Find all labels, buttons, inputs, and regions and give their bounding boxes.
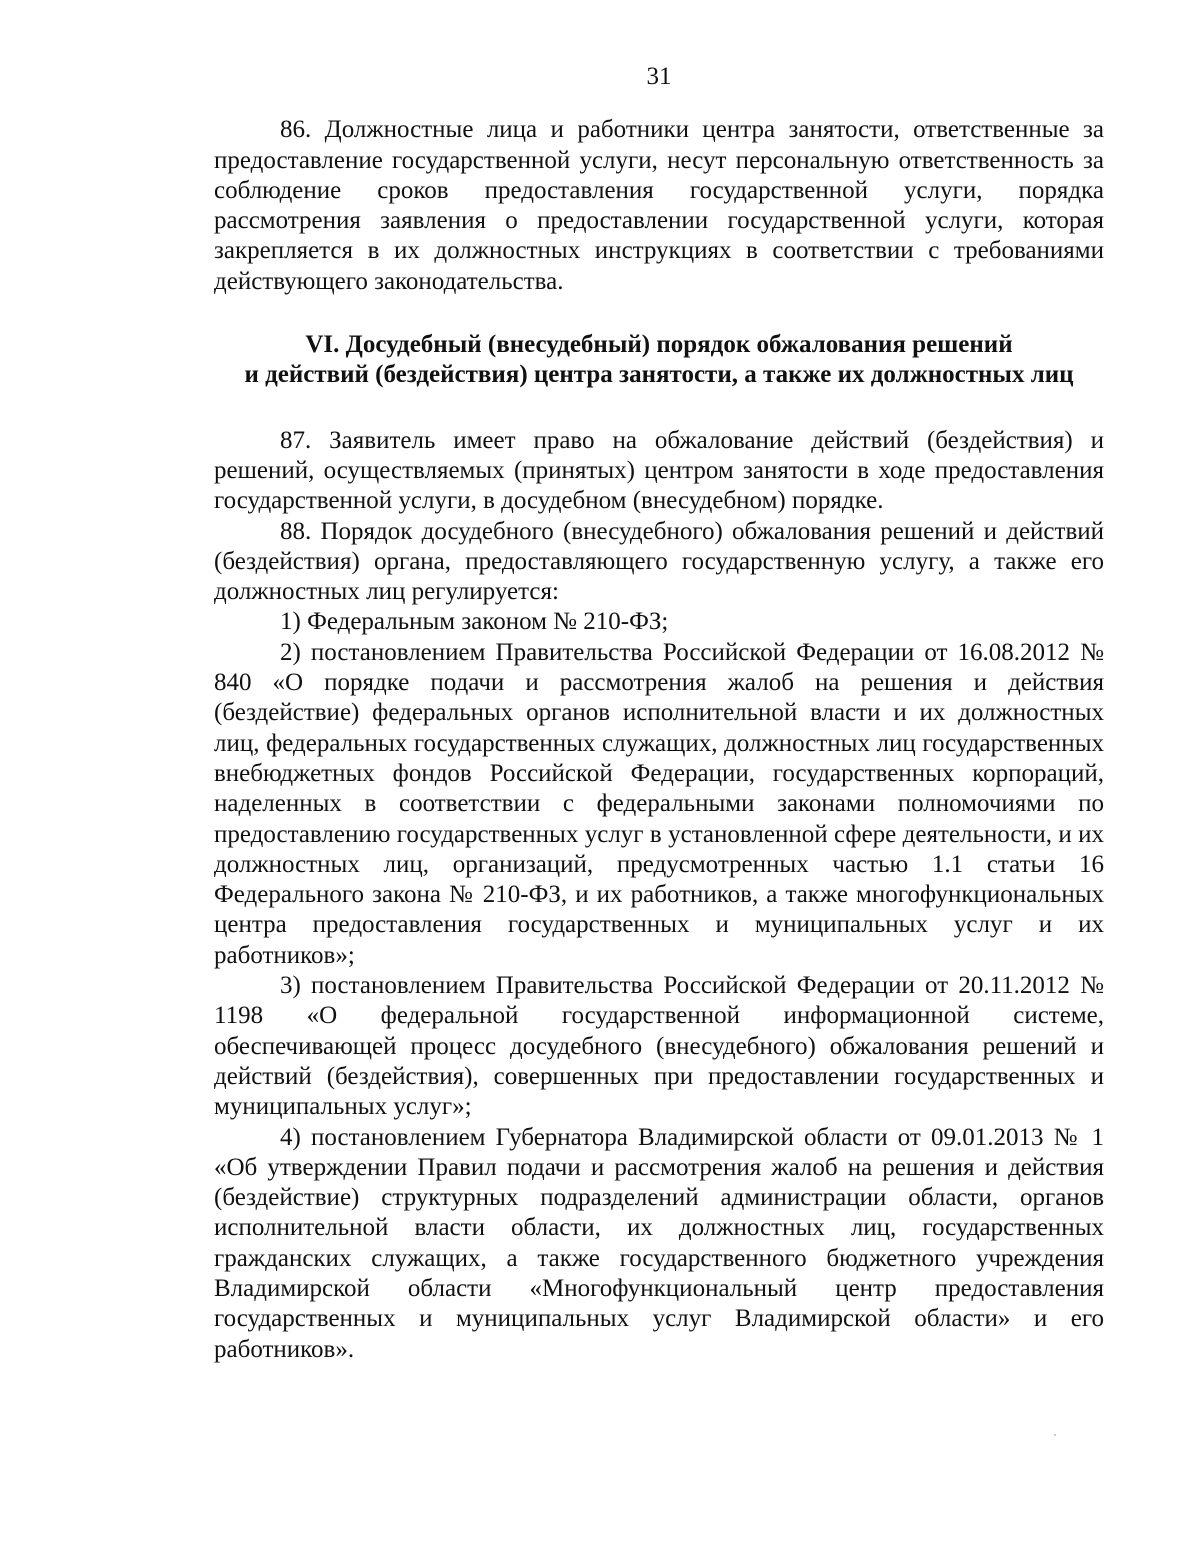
section-heading-line-1: VI. Досудебный (внесудебный) порядок обжалования решений <box>305 331 1013 359</box>
list-item-3: 3) постановлением Правительства Российской Федерации от 20.11.2012 № 1198 «О федеральной государственной информационной системе, обеспечивающей процесс досудебного (внесудебного) обжалования решений и действий (бездействия), совершенных при предоставлении государственных и муниципальных услуг»; <box>214 972 1104 1121</box>
document-page <box>214 62 1104 1365</box>
page-number: 31 <box>646 63 672 90</box>
paragraph-87: 87. Заявитель имеет право на обжалование действий (бездействия) и решений, осуществляемых (принятых) центром занятости в ходе предоставления государственной услуги, в досудебном (внесудебном) порядке. <box>214 426 1104 515</box>
scan-speck <box>1054 1434 1056 1436</box>
section-heading <box>214 330 1104 391</box>
section-heading-line-2: и действий (бездействия) центра занятости, а также их должностных лиц <box>244 361 1074 389</box>
paragraph-86: 86. Должностные лица и работники центра занятости, ответственные за предоставление государственной услуги, несут персональную ответственность за соблюдение сроков предоставления государственной услуги, порядка рассмотрения заявления о предоставлении государственной услуги, которая закрепляется в их должностных инструкциях в соответствии с требованиями действующего законодательства. <box>214 116 1104 295</box>
paragraph-88: 88. Порядок досудебного (внесудебного) обжалования решений и действий (бездействия) органа, предоставляющего государственную услугу, а также его должностных лиц регулируется: <box>214 517 1104 606</box>
list-item-4: 4) постановлением Губернатора Владимирской области от 09.01.2013 № 1 «Об утверждении Правил подачи и рассмотрения жалоб на решения и действия (бездействие) структурных подразделений администрации области, органов исполнительной власти области, их должностных лиц, государственных гражданских служащих, а также государственного бюджетного учреждения Владимирской области «Многофункциональный центр предоставления государственных и муниципальных услуг Владимирской области» и его работников». <box>214 1123 1104 1363</box>
list-item-1: 1) Федеральным законом № 210-ФЗ; <box>280 608 669 636</box>
list-item-2: 2) постановлением Правительства Российской Федерации от 16.08.2012 № 840 «О порядке подачи и рассмотрения жалоб на решения и действия (бездействие) федеральных органов исполнительной власти и их должностных лиц, федеральных государственных служащих, должностных лиц государственных внебюджетных фондов Российской Федерации, государственных корпораций, наделенных в соответствии с федеральными законами полномочиями по предоставлению государственных услуг в установленной сфере деятельности, и их должностных лиц, организаций, предусмотренных частью 1.1 статьи 16 Федерального закона № 210-ФЗ, и их работников, а также многофункциональных центра предоставления государственных и муниципальных услуг и их работников»; <box>214 638 1104 969</box>
